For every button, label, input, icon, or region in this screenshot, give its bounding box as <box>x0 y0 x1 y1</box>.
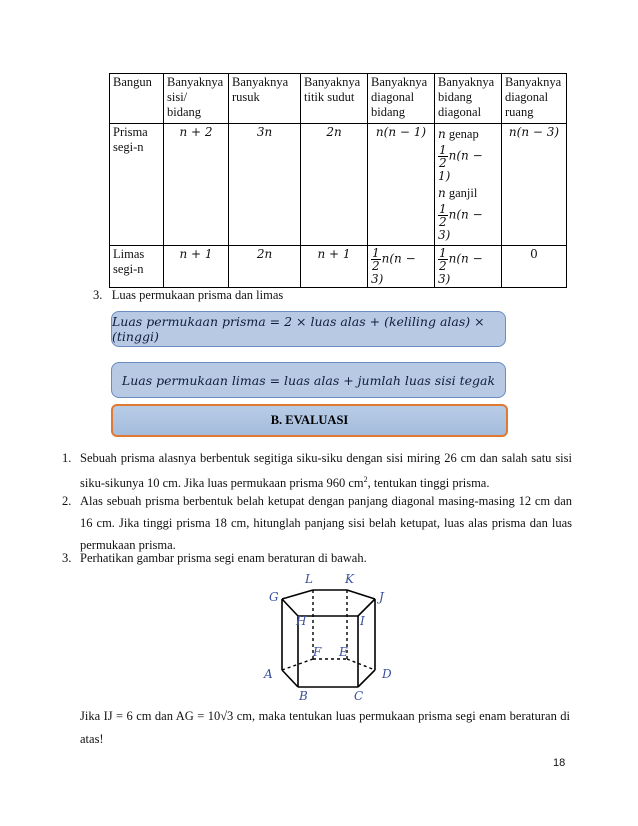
section-heading: 3. Luas permukaan prisma dan limas <box>93 288 284 302</box>
cell-prisma-diag-ruang: n(n − 3) <box>502 124 567 246</box>
page-number: 18 <box>553 757 566 769</box>
label-J: J <box>379 590 384 604</box>
cell-limas-diag-ruang: 0 <box>502 246 567 288</box>
table-header-row <box>110 74 567 124</box>
formula-limas-box: Luas permukaan limas = luas alas + jumlah luas sisi tegak <box>111 362 506 398</box>
formula-prisma-box: Luas permukaan prisma = 2 × luas alas + (keliling alas) × (tinggi) <box>111 311 506 347</box>
label-I: I <box>360 614 365 628</box>
table-row-limas <box>110 246 567 288</box>
cell-limas-rusuk: 2n <box>229 246 301 288</box>
label-G: G <box>269 590 279 604</box>
label-D: D <box>382 667 392 681</box>
header-rusuk: Banyaknya rusuk <box>229 74 301 124</box>
label-L: L <box>305 572 313 586</box>
label-C: C <box>354 689 364 703</box>
cell-prisma-name: Prisma segi-n <box>110 124 164 246</box>
cell-prisma-rusuk: 3n <box>229 124 301 246</box>
cell-limas-titik: n + 1 <box>301 246 368 288</box>
table-row-prisma <box>110 124 567 246</box>
cell-prisma-diag-bidang: n(n − 1) <box>368 124 435 246</box>
question-3: 3. Perhatikan gambar prisma segi enam beraturan di bawah. <box>62 551 367 565</box>
label-H: H <box>296 614 307 628</box>
cell-limas-bidang-diag: $\frac{1}{2}$ n(n − 3) <box>435 246 502 288</box>
header-bidang-diagonal: Banyaknya bidang diagonal <box>435 74 502 124</box>
label-F: F <box>313 645 322 659</box>
header-bangun: Bangun <box>110 74 164 124</box>
label-B: B <box>299 689 308 703</box>
cell-prisma-bidang-diag: n genap $\frac{1}{2}$ n(n − 1) n ganjil $\frac{1}{2}$ n(n − 3) <box>435 124 502 246</box>
header-diagonal-ruang: Banyaknya diagonal ruang <box>502 74 567 124</box>
header-diagonal-bidang: Banyaknya diagonal bidang <box>368 74 435 124</box>
cell-limas-name: Limas segi-n <box>110 246 164 288</box>
cell-prisma-sisi: n + 2 <box>164 124 229 246</box>
hexagonal-prism-figure <box>258 572 408 704</box>
question-3-followup: Jika IJ = 6 cm dan AG = 10√3 cm, maka tentukan luas permukaan prisma segi enam beraturan di atas! <box>80 709 570 746</box>
question-2: 2. Alas sebuah prisma berbentuk belah ketupat dengan panjang diagonal masing-masing 12 cm dan 16 cm. Jika tinggi prisma 18 cm, hitunglah panjang sisi belah ketupat, luas alas prisma dan luas permukaan prisma. <box>62 494 572 552</box>
evaluasi-heading: B. EVALUASI <box>111 404 508 437</box>
cell-limas-sisi: n + 1 <box>164 246 229 288</box>
header-sisi: Banyaknya sisi/ bidang <box>164 74 229 124</box>
label-K: K <box>345 572 354 586</box>
label-A: A <box>264 667 273 681</box>
header-titik-sudut: Banyaknya titik sudut <box>301 74 368 124</box>
label-E: E <box>339 645 348 659</box>
properties-table <box>109 73 567 288</box>
question-1: 1. Sebuah prisma alasnya berbentuk segitiga siku-siku dengan sisi miring 26 cm dan salah satu sisi siku-sikunya 10 cm. Jika luas permukaan prisma 960 $cm^2$, tentukan tinggi prisma. <box>62 451 572 491</box>
cell-prisma-titik: 2n <box>301 124 368 246</box>
cell-limas-diag-bidang: $\frac{1}{2}$ n(n − 3) <box>368 246 435 288</box>
